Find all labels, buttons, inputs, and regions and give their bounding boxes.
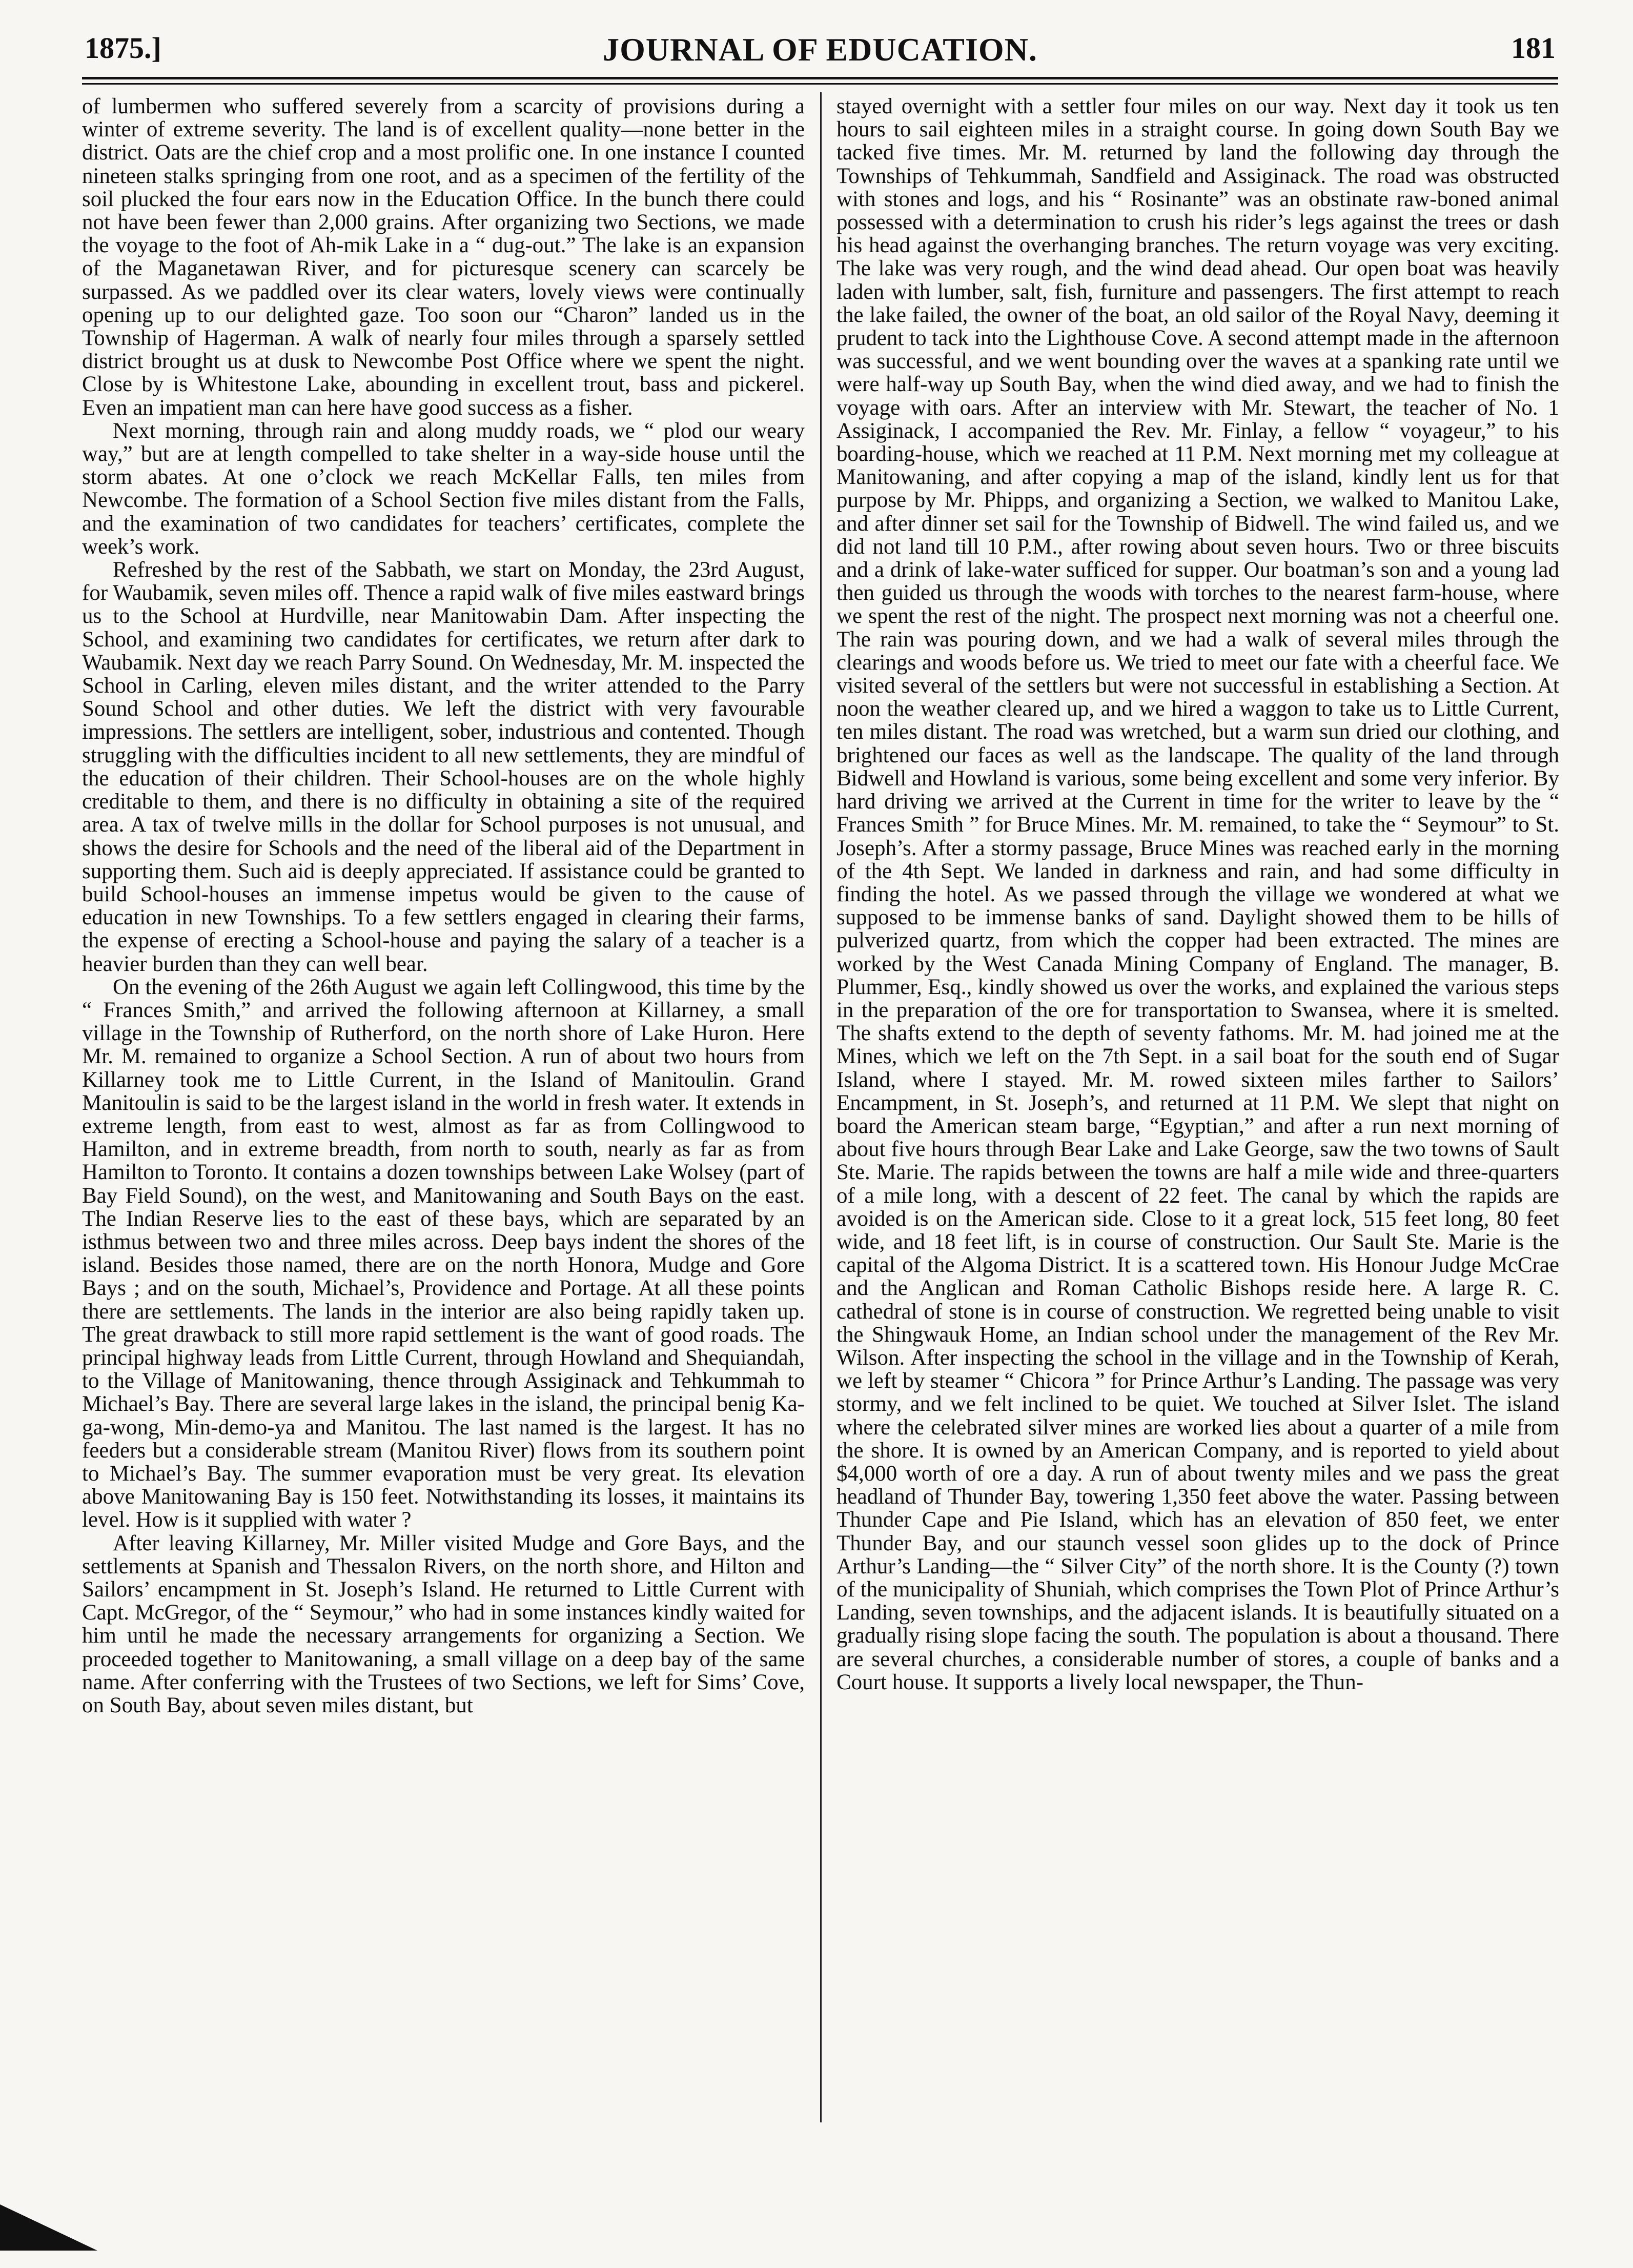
left-column — [82, 95, 805, 2166]
header-rule-thin — [82, 83, 1558, 85]
right-column — [836, 95, 1559, 2166]
page-number: 181 — [1511, 31, 1556, 65]
column-divider — [820, 92, 822, 2122]
paragraph: Next morning, through rain and along muddy roads, we “ plod our weary way,” but are at length compelled to take shelter in a way-side house until the storm abates. At one o’clock we reach McKellar Falls, ten miles from Newcombe. The formation of a School Section five miles distant from the Falls, and the examination of two candidates for teachers’ certificates, complete the week’s work. — [82, 418, 805, 559]
paragraph: stayed overnight with a settler four miles on our way. Next day it took us ten hours to sail eighteen miles in a straight course. In going down South Bay we tacked five times. Mr. M. returned by land the following day through the Townships of Tehkummah, Sandfield and Assiginack. The road was obstructed with stones and logs, and his “ Rosinante” was an obstinate raw-boned animal possessed with a determination to crush his rider’s legs against the trees or dash his head against the overhanging branches. The return voyage was very exciting. The lake was very rough, and the wind dead ahead. Our open boat was heavily laden with lumber, salt, fish, furniture and passengers. The first attempt to reach the lake failed, the owner of the boat, an old sailor of the Royal Navy, deeming it prudent to tack into the Lighthouse Cove. A second attempt made in the afternoon was successful, and we went bounding over the waves at a spanking rate until we were half-way up South Bay, when the wind died away, and we had to finish the voyage with oars. After an interview with Mr. Stewart, the teacher of No. 1 Assiginack, I accompanied the Rev. Mr. Finlay, a fellow “ voyageur,” to his boarding-house, which we reached at 11 P.M. Next morning met my colleague at Manitowaning, and after copying a map of the island, kindly lent us for that purpose by Mr. Phipps, and organizing a Section, we walked to Manitou Lake, and after dinner set sail for the Township of Bidwell. The wind failed us, and we did not land till 10 P.M., after rowing about seven hours. Two or three biscuits and a drink of lake-water sufficed for supper. Our boatman’s son and a young lad then guided us through the woods with torches to the nearest farm-house, where we spent the rest of the night. The prospect next morning was not a cheerful one. The rain was pouring down, and we had a walk of several miles through the clearings and woods before us. We tried to meet our fate with a cheerful face. We visited several of the settlers but were not successful in establishing a Section. At noon the weather cleared up, and we hired a waggon to take us to Little Current, ten miles distant. The road was wretched, but a warm sun dried our clothing, and brightened our faces as well as the landscape. The quality of the land through Bidwell and Howland is various, some being excellent and some very inferior. By hard driving we arrived at the Current in time for the writer to leave by the “ Frances Smith ” for Bruce Mines. Mr. M. remained, to take the “ Seymour” to St. Joseph’s. After a stormy passage, Bruce Mines was reached early in the morning of the 4th Sept. We landed in darkness and rain, and had some difficulty in finding the hotel. As we passed through the village we wondered at what we supposed to be immense banks of sand. Daylight showed them to be hills of pulverized quartz, from which the copper had been extracted. The mines are worked by the West Canada Mining Company of England. The manager, B. Plummer, Esq., kindly showed us over the works, and explained the various steps in the preparation of the ore for transportation to Swansea, where it is smelted. The shafts extend to the depth of seventy fathoms. Mr. M. had joined me at the Mines, which we left on the 7th Sept. in a sail boat for the south end of Sugar Island, where I stayed. Mr. M. rowed sixteen miles farther to Sailors’ Encampment, in St. Joseph’s, and returned at 11 P.M. We slept that night on board the American steam barge, “Egyptian,” and after a run next morning of about five hours through Bear Lake and Lake George, saw the two towns of Sault Ste. Marie. The rapids between the towns are half a mile wide and three-quarters of a mile long, with a descent of 22 feet. The canal by which the rapids are avoided is on the American side. Close to it a great lock, 515 feet long, 80 feet wide, and 18 feet lift, is in course of construction. Our Sault Ste. Marie is the capital of the Algoma District. It is a scattered town. His Honour Judge McCrae and the Anglican and Roman Catholic Bishops reside here. A large R. C. cathedral of stone is in course of construction. We regretted being unable to visit the Shingwauk Home, an Indian school under the management of the Rev Mr. Wilson. After inspecting the school in the village and in the Township of Kerah, we left by steamer “ Chicora ” for Prince Arthur’s Landing. The passage was very stormy, and we felt inclined to be quiet. We touched at Silver Islet. The island where the celebrated silver mines are worked lies about a quarter of a mile from the shore. It is owned by an American Company, and is reported to yield about $4,000 worth of ore a day. A run of about twenty miles and we pass the great headland of Thunder Bay, towering 1,350 feet above the water. Passing between Thunder Cape and Pie Island, which has an elevation of 850 feet, we enter Thunder Bay, and our staunch vessel soon glides up to the dock of Prince Arthur’s Landing—the “ Silver City” of the north shore. It is the County (?) town of the municipality of Shuniah, which comprises the Town Plot of Prince Arthur’s Landing, seven townships, and the adjacent islands. It is beautifully situated on a gradually rising slope facing the south. The population is about a thousand. There are several churches, a considerable number of stores, a couple of banks and a Court house. It supports a lively local newspaper, the Thun- — [836, 95, 1559, 1694]
journal-title: JOURNAL OF EDUCATION. — [603, 31, 1037, 68]
header-rule-thick — [82, 77, 1558, 79]
page-corner-mark — [0, 2204, 97, 2251]
paragraph: Refreshed by the rest of the Sabbath, we start on Monday, the 23rd August, for Waubamik, seven miles off. Thence a rapid walk of five miles eastward brings us to the School at Hurdville, near Manitowabin Dam. After inspecting the School, and examining two candidates for certificates, we return after dark to Waubamik. Next day we reach Parry Sound. On Wednesday, Mr. M. inspected the School in Carling, eleven miles distant, and the writer attended to the Parry Sound School and other duties. We left the district with very favourable impressions. The settlers are intelligent, sober, industrious and contented. Though struggling with the difficulties incident to all new settlements, they are mindful of the education of their children. Their School-houses are on the whole highly creditable to them, and there is no difficulty in obtaining a site of the required area. A tax of twelve mills in the dollar for School purposes is not unusual, and shows the desire for Schools and the need of the liberal aid of the Department in supporting them. Such aid is deeply appreciated. If assistance could be granted to build School-houses an immense impetus would be given to the cause of education in new Townships. To a few settlers engaged in clearing their farms, the expense of erecting a School-house and paying the salary of a teacher is a heavier burden than they can well bear. — [82, 558, 805, 976]
paragraph: of lumbermen who suffered severely from a scarcity of provisions during a winter of extreme severity. The land is of excellent quality—none better in the district. Oats are the chief crop and a most prolific one. In one instance I counted nineteen stalks springing from one root, and as a specimen of the fertility of the soil plucked the four ears now in the Education Office. In the bunch there could not have been fewer than 2,000 grains. After organizing two Sections, we made the voyage to the foot of Ah-mik Lake in a “ dug-out.” The lake is an expansion of the Maganetawan River, and for picturesque scenery can scarcely be surpassed. As we paddled over its clear waters, lovely views were continually opening up to our delighted gaze. Too soon our “Charon” landed us in the Township of Hagerman. A walk of nearly four miles through a sparsely settled district brought us at dusk to Newcombe Post Office where we spent the night. Close by is Whitestone Lake, abounding in excellent trout, bass and pickerel. Even an impatient man can here have good success as a fisher. — [82, 95, 805, 420]
paragraph: On the evening of the 26th August we again left Collingwood, this time by the “ Frances Smith,” and arrived the following afternoon at Killarney, a small village in the Township of Rutherford, on the north shore of Lake Huron. Here Mr. M. remained to organize a School Section. A run of about two hours from Killarney took me to Little Current, in the Island of Manitoulin. Grand Manitoulin is said to be the largest island in the world in fresh water. It extends in extreme length, from east to west, almost as far as from Collingwood to Hamilton, and in extreme breadth, from north to south, nearly as far as from Hamilton to Toronto. It contains a dozen townships between Lake Wolsey (part of Bay Field Sound), on the west, and Manitowaning and South Bays on the east. The Indian Reserve lies to the east of these bays, which are separated by an isthmus between two and three miles across. Deep bays indent the shores of the island. Besides those named, there are on the north Honora, Mudge and Gore Bays ; and on the south, Michael’s, Providence and Portage. At all these points there are settlements. The lands in the interior are also being rapidly taken up. The great drawback to still more rapid settlement is the want of good roads. The principal highway leads from Little Current, through Howland and Shequiandah, to the Village of Manitowaning, thence through Assiginack and Tehkummah to Michael’s Bay. There are several large lakes in the island, the principal benig Ka-ga-wong, Min-demo-ya and Manitou. The last named is the largest. It has no feeders but a considerable stream (Manitou River) flows from its southern point to Michael’s Bay. The summer evaporation must be very great. Its elevation above Manitowaning Bay is 150 feet. Notwithstanding its losses, it maintains its level. How is it supplied with water ? — [82, 975, 805, 1532]
running-header — [85, 26, 1556, 77]
header-year: 1875.] — [85, 31, 161, 65]
paragraph: After leaving Killarney, Mr. Miller visited Mudge and Gore Bays, and the settlements at Spanish and Thessalon Rivers, on the north shore, and Hilton and Sailors’ encampment in St. Joseph’s Island. He returned to Little Current with Capt. McGregor, of the “ Seymour,” who had in some instances kindly waited for him until he made the necessary arrangements for organizing a Section. We proceeded together to Manitowaning, a small village on a deep bay of the same name. After conferring with the Trustees of two Sections, we left for Sims’ Cove, on South Bay, about seven miles distant, but — [82, 1531, 805, 1718]
